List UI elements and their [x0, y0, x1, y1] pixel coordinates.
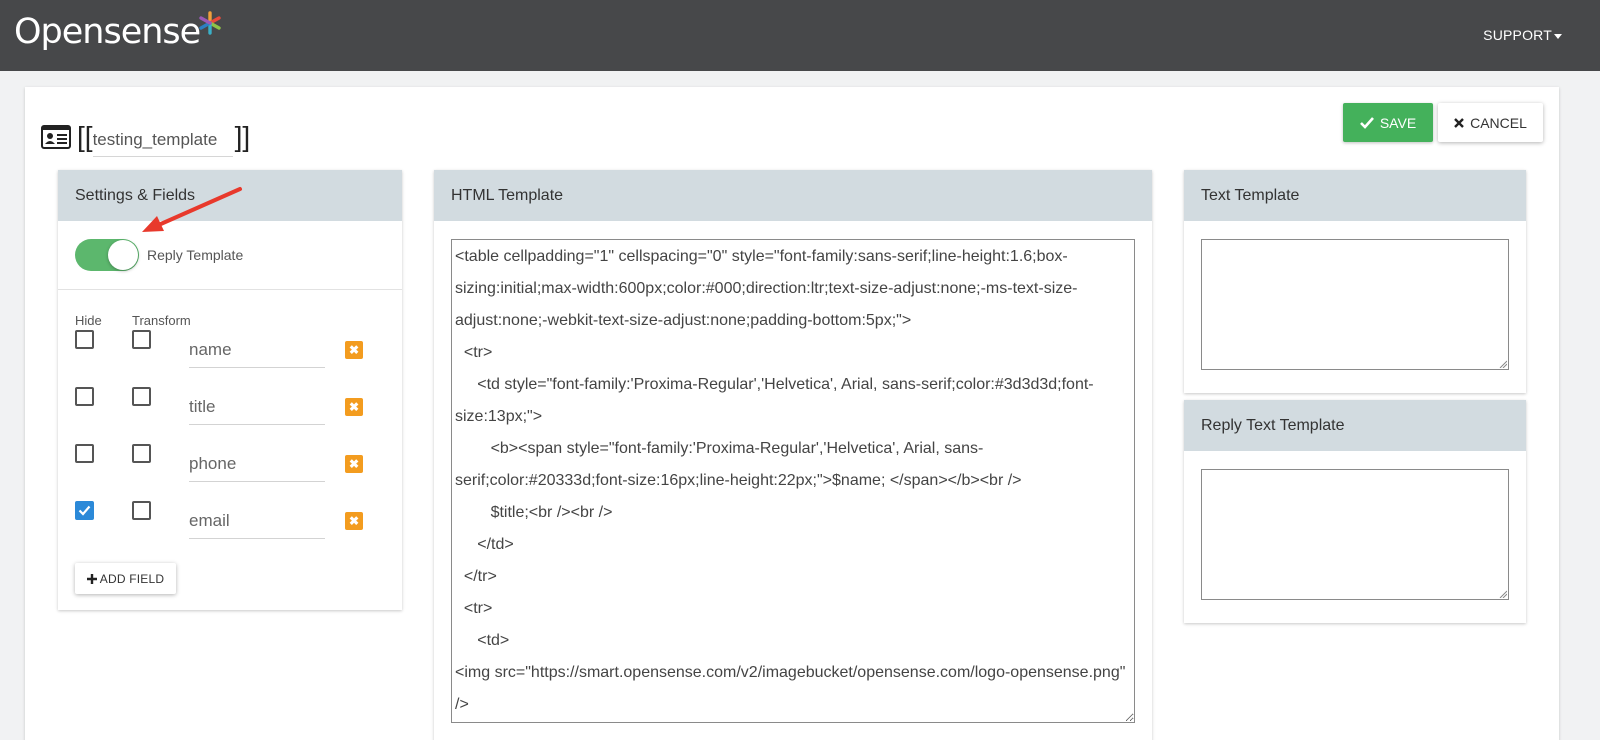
resize-grip-icon[interactable] — [1499, 360, 1507, 368]
html-template-textarea[interactable]: <table cellpadding="1" cellspacing="0" style="font-family:sans-serif;line-height:1.6;box-sizing:initial;max-width:600px;color:#000;direction:ltr;text-size-adjust:none;-ms-text-size-adjust:none;-webkit-text-size-adjust:none;padding-bottom:5px;"> <tr> <td style="font-family:'Proxima-Regular','Helvetica', Arial, sans-serif;color:#3d3d3d;font-size:13px;"> <b><span style="font-family:'Proxima-Regular','Helvetica', Arial, sans-serif;color:#20333d;font-size:16px;line-height:22px;">$name; </span></b><br /> $title;<br /><br /> </td> </tr> <tr> <td> <img src="https://smart.opensense.com/v2/imagebucket/opensense.com/logo-opensense.png" /> — [451, 239, 1135, 723]
template-title-row — [41, 117, 250, 157]
remove-field-icon[interactable]: ✖ — [345, 341, 363, 359]
reply-template-label: Reply Template — [147, 247, 244, 263]
field-name-input[interactable] — [189, 330, 325, 368]
top-navigation-bar — [0, 0, 1600, 71]
transform-checkbox[interactable] — [132, 501, 151, 520]
hide-checkbox[interactable] — [75, 444, 94, 463]
cancel-button[interactable] — [1438, 103, 1543, 142]
logo-text: Opensense — [14, 12, 201, 52]
hide-checkbox[interactable] — [75, 330, 94, 349]
close-icon — [1454, 118, 1464, 128]
field-row — [58, 330, 402, 380]
field-name-input[interactable] — [189, 387, 325, 425]
remove-field-icon[interactable]: ✖ — [345, 512, 363, 530]
transform-column-header: Transform — [132, 313, 191, 328]
remove-field-icon[interactable]: ✖ — [345, 398, 363, 416]
text-template-textarea[interactable] — [1201, 239, 1509, 370]
reply-text-template-textarea[interactable] — [1201, 469, 1509, 600]
check-icon — [1360, 117, 1374, 129]
html-template-panel — [434, 170, 1152, 740]
reply-text-template-panel — [1184, 400, 1526, 623]
hide-column-header: Hide — [75, 313, 102, 328]
text-template-header: Text Template — [1184, 170, 1526, 221]
hide-checkbox[interactable] — [75, 387, 94, 406]
annotation-arrow-icon — [140, 185, 250, 235]
add-field-button[interactable] — [75, 563, 176, 594]
cancel-label: CANCEL — [1470, 114, 1527, 131]
template-name-input[interactable] — [93, 117, 233, 157]
close-bracket: ]] — [234, 121, 251, 152]
field-row — [58, 444, 402, 494]
resize-grip-icon[interactable] — [1499, 590, 1507, 598]
reply-template-toggle[interactable] — [75, 239, 139, 271]
reply-text-template-header: Reply Text Template — [1184, 400, 1526, 451]
plus-icon — [87, 574, 97, 584]
settings-fields-panel — [58, 170, 402, 610]
save-label: SAVE — [1379, 114, 1417, 131]
add-field-label: ADD FIELD — [99, 571, 165, 586]
caret-down-icon — [1554, 34, 1562, 39]
html-template-header: HTML Template — [434, 170, 1152, 221]
id-card-icon — [41, 125, 71, 149]
checkmark-icon — [78, 504, 91, 517]
transform-checkbox[interactable] — [132, 444, 151, 463]
toggle-knob — [108, 240, 138, 270]
field-name-input[interactable] — [189, 501, 325, 539]
save-button[interactable] — [1343, 103, 1433, 142]
field-row — [58, 501, 402, 551]
field-row — [58, 387, 402, 437]
hide-checkbox[interactable] — [75, 501, 94, 520]
open-bracket: [[ — [77, 121, 93, 152]
transform-checkbox[interactable] — [132, 387, 151, 406]
settings-panel-header: Settings & Fields — [58, 170, 402, 221]
remove-field-icon[interactable]: ✖ — [345, 455, 363, 473]
text-template-panel — [1184, 170, 1526, 393]
opensense-logo[interactable] — [14, 12, 222, 52]
support-menu[interactable] — [1483, 27, 1562, 43]
asterisk-logo-icon — [198, 11, 222, 35]
field-name-input[interactable] — [189, 444, 325, 482]
support-label: SUPPORT — [1483, 27, 1552, 43]
transform-checkbox[interactable] — [132, 330, 151, 349]
